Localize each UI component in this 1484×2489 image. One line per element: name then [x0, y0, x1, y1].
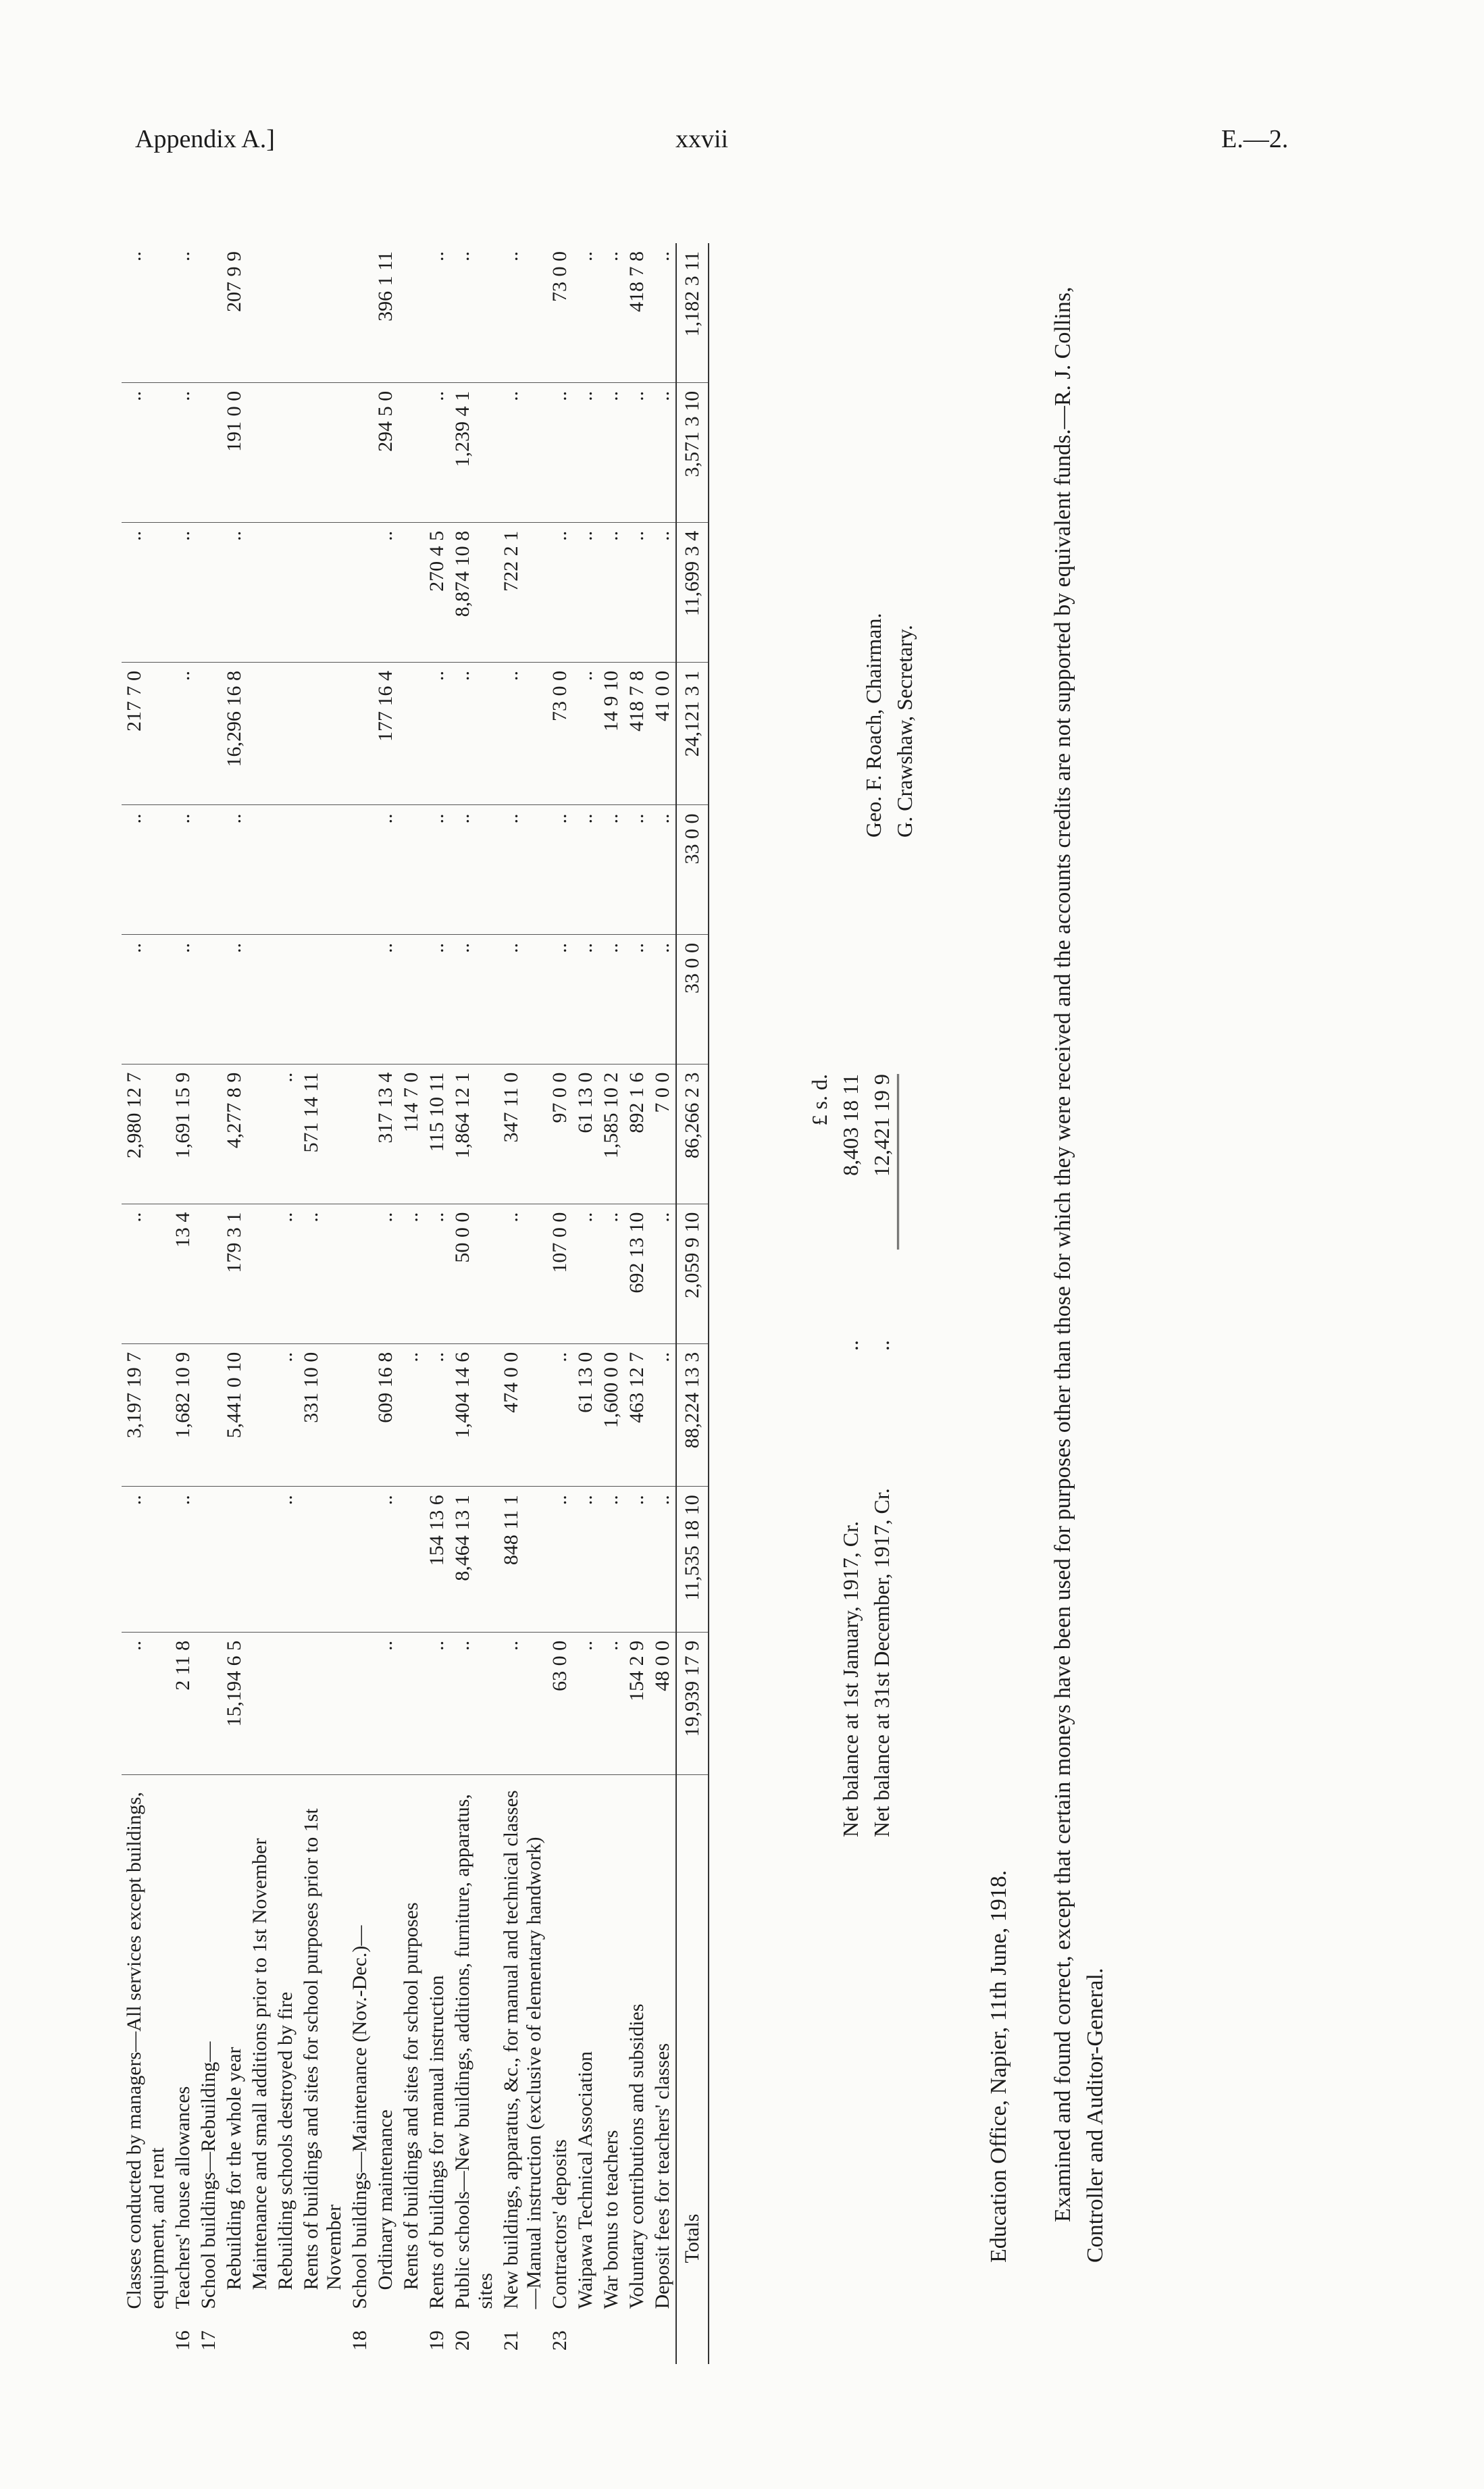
- row-code: 21: [500, 2330, 522, 2351]
- amount-cell: ..: [498, 382, 547, 522]
- amount-cell: [273, 1632, 299, 1775]
- amount-cell: ..: [399, 1343, 424, 1487]
- amount-cell: 892 1 6: [624, 1064, 650, 1204]
- total-cell: 86,266 2 3: [676, 1064, 709, 1204]
- closing-balance-value: 12,421 19 9: [869, 1074, 894, 1177]
- amount-cell: ..: [650, 805, 676, 935]
- amount-cell: ..: [170, 805, 196, 935]
- amount-cell: ..: [598, 1204, 624, 1343]
- row-code: 19: [426, 2330, 448, 2351]
- table-row: [347, 243, 373, 2364]
- amount-cell: [273, 662, 299, 805]
- amount-cell: ..: [624, 935, 650, 1064]
- total-cell: 24,121 3 1: [676, 662, 709, 805]
- amount-cell: 154 2 9: [624, 1632, 650, 1775]
- amount-cell: [399, 1632, 424, 1775]
- amount-cell: [273, 243, 299, 382]
- amount-cell: 571 14 11: [299, 1064, 347, 1204]
- office-dateline: Education Office, Napier, 11th June, 1918.: [986, 1870, 1011, 2263]
- amount-cell: [299, 1487, 347, 1633]
- amount-cell: ..: [122, 243, 170, 382]
- total-cell: 11,699 3 4: [676, 522, 709, 662]
- amount-cell: 2 11 8: [170, 1632, 196, 1775]
- amount-cell: ..: [373, 1204, 399, 1343]
- amount-cell: ..: [222, 805, 247, 935]
- amount-cell: 692 13 10: [624, 1204, 650, 1343]
- amount-cell: [247, 243, 273, 382]
- table-row: [450, 243, 498, 2364]
- amount-cell: ..: [170, 935, 196, 1064]
- row-code: [247, 2317, 273, 2364]
- row-label: Rents of buildings and sites for school purposes: [400, 1902, 422, 2290]
- amount-cell: [347, 1204, 373, 1343]
- amount-cell: ..: [650, 382, 676, 522]
- amount-cell: ..: [598, 522, 624, 662]
- amount-cell: [347, 522, 373, 662]
- amount-cell: ..: [547, 805, 573, 935]
- amount-cell: ..: [122, 935, 170, 1064]
- amount-cell: 3,197 19 7: [122, 1343, 170, 1487]
- amount-cell: ..: [273, 1343, 299, 1487]
- amount-cell: ..: [598, 1487, 624, 1633]
- amount-cell: 418 7 8: [624, 243, 650, 382]
- amount-cell: 1,682 10 9: [170, 1343, 196, 1487]
- audit-note: Examined and found correct, except that certain moneys have been used for purposes other than those for which they were received and the accounts credits are not supported by equivalent funds.—R. J. Collins, Controller and Auditor-General.: [1050, 286, 1108, 2263]
- amount-cell: ..: [598, 935, 624, 1064]
- amount-cell: ..: [573, 1632, 598, 1775]
- amount-cell: ..: [373, 1487, 399, 1633]
- row-label: War bonus to teachers: [600, 2130, 622, 2309]
- amount-cell: [299, 1632, 347, 1775]
- row-label: Voluntary contributions and subsidies: [625, 2003, 648, 2309]
- document-code: E.—2.: [1221, 125, 1289, 153]
- amount-cell: 154 13 6: [424, 1487, 450, 1633]
- amount-cell: ..: [650, 1204, 676, 1343]
- amount-cell: ..: [450, 1632, 498, 1775]
- total-cell: 88,224 13 3: [676, 1343, 709, 1487]
- amount-cell: ..: [424, 805, 450, 935]
- amount-cell: 8,464 13 1: [450, 1487, 498, 1633]
- amount-cell: ..: [273, 1487, 299, 1633]
- total-cell: 19,939 17 9: [676, 1632, 709, 1775]
- table-row: [498, 243, 547, 2364]
- amount-cell: ..: [122, 1487, 170, 1633]
- amount-cell: 1,239 4 1: [450, 382, 498, 522]
- amount-cell: ..: [222, 522, 247, 662]
- amount-cell: ..: [170, 662, 196, 805]
- amount-cell: 609 16 8: [373, 1343, 399, 1487]
- amount-cell: ..: [650, 243, 676, 382]
- amount-cell: [399, 522, 424, 662]
- amount-cell: [347, 1343, 373, 1487]
- amount-cell: [399, 805, 424, 935]
- amount-cell: ..: [373, 935, 399, 1064]
- amount-cell: ..: [650, 1487, 676, 1633]
- row-label: Classes conducted by managers—All services except buildings, equipment, and rent: [123, 1791, 168, 2309]
- amount-cell: [196, 662, 222, 805]
- amount-cell: ..: [573, 805, 598, 935]
- amount-cell: ..: [170, 382, 196, 522]
- table-row: [196, 243, 222, 2364]
- total-cell: 11,535 18 10: [676, 1487, 709, 1633]
- amount-cell: [247, 1487, 273, 1633]
- amount-cell: 41 0 0: [650, 662, 676, 805]
- amount-cell: [273, 935, 299, 1064]
- amount-cell: ..: [373, 1632, 399, 1775]
- amount-cell: [247, 935, 273, 1064]
- amount-cell: ..: [547, 935, 573, 1064]
- opening-balance-value: 8,403 18 11: [838, 1074, 863, 1176]
- amount-cell: 294 5 0: [373, 382, 399, 522]
- row-code: [650, 2317, 676, 2364]
- amount-cell: ..: [122, 805, 170, 935]
- table-row: [222, 243, 247, 2364]
- amount-cell: ..: [424, 1343, 450, 1487]
- amount-cell: 8,874 10 8: [450, 522, 498, 662]
- amount-cell: ..: [624, 382, 650, 522]
- amount-cell: [247, 382, 273, 522]
- closing-balance-label: Net balance at 31st December, 1917, Cr.: [869, 1488, 894, 1837]
- row-code: [598, 2317, 624, 2364]
- amount-cell: ..: [498, 243, 547, 382]
- amount-cell: [399, 1487, 424, 1633]
- total-cell: 33 0 0: [676, 805, 709, 935]
- totals-label: Totals: [676, 1775, 709, 2317]
- amount-cell: 179 3 1: [222, 1204, 247, 1343]
- amount-cell: 2,980 12 7: [122, 1064, 170, 1204]
- row-code: [573, 2317, 598, 2364]
- amount-cell: [196, 243, 222, 382]
- amount-cell: [299, 935, 347, 1064]
- table-row: [247, 243, 273, 2364]
- rotated-page-body: [122, 243, 1331, 2364]
- amount-cell: ..: [598, 1632, 624, 1775]
- row-label: Teachers' house allowances: [172, 2086, 194, 2309]
- amount-cell: [247, 662, 273, 805]
- amount-cell: ..: [273, 1204, 299, 1343]
- amount-cell: ..: [573, 935, 598, 1064]
- row-code: [624, 2317, 650, 2364]
- table-row: [373, 243, 399, 2364]
- table-row: [122, 243, 170, 2364]
- table-row: [170, 243, 196, 2364]
- amount-cell: ..: [273, 1064, 299, 1204]
- row-label: Deposit fees for teachers' classes: [651, 2043, 673, 2309]
- amount-cell: 73 0 0: [547, 243, 573, 382]
- amount-cell: ..: [547, 382, 573, 522]
- amount-cell: 61 13 0: [573, 1343, 598, 1487]
- amount-cell: ..: [498, 662, 547, 805]
- amount-cell: ..: [122, 522, 170, 662]
- amount-cell: [196, 805, 222, 935]
- amount-cell: 16,296 16 8: [222, 662, 247, 805]
- amount-cell: 270 4 5: [424, 522, 450, 662]
- totals-row: [676, 243, 709, 2364]
- currency-units: £ s. d.: [807, 1074, 831, 1126]
- amount-cell: ..: [498, 805, 547, 935]
- amount-cell: ..: [498, 1204, 547, 1343]
- amount-cell: 722 2 1: [498, 522, 547, 662]
- amount-cell: [196, 522, 222, 662]
- amount-cell: 107 0 0: [547, 1204, 573, 1343]
- amount-cell: 13 4: [170, 1204, 196, 1343]
- amount-cell: [399, 382, 424, 522]
- amount-cell: [247, 1204, 273, 1343]
- amount-cell: ..: [624, 1487, 650, 1633]
- amount-cell: 50 0 0: [450, 1204, 498, 1343]
- amount-cell: ..: [498, 935, 547, 1064]
- amount-cell: 14 9 10: [598, 662, 624, 805]
- amount-cell: [247, 1064, 273, 1204]
- amount-cell: ..: [450, 805, 498, 935]
- amount-cell: ..: [624, 805, 650, 935]
- row-label: Rents of buildings and sites for school purposes prior to 1st November: [300, 1808, 345, 2290]
- amount-cell: [347, 805, 373, 935]
- amount-cell: 63 0 0: [547, 1632, 573, 1775]
- row-code: [373, 2317, 399, 2364]
- amount-cell: [273, 522, 299, 662]
- signatories: [858, 613, 920, 838]
- amount-cell: ..: [650, 522, 676, 662]
- amount-cell: 848 11 1: [498, 1487, 547, 1633]
- secretary-signature: G. Crawshaw, Secretary.: [892, 625, 917, 838]
- amount-cell: [299, 522, 347, 662]
- amount-cell: 1,404 14 6: [450, 1343, 498, 1487]
- amount-cell: ..: [424, 935, 450, 1064]
- amount-cell: ..: [222, 935, 247, 1064]
- amount-cell: 1,691 15 9: [170, 1064, 196, 1204]
- row-code: 17: [197, 2330, 220, 2351]
- amount-cell: 4,277 8 9: [222, 1064, 247, 1204]
- amount-cell: ..: [424, 662, 450, 805]
- row-label: Waipawa Technical Association: [574, 2051, 596, 2309]
- amount-cell: ..: [122, 1632, 170, 1775]
- amount-cell: 474 0 0: [498, 1343, 547, 1487]
- row-label: Contractors' deposits: [548, 2139, 571, 2309]
- amount-cell: ..: [170, 522, 196, 662]
- amount-cell: 207 9 9: [222, 243, 247, 382]
- amount-cell: 7 0 0: [650, 1064, 676, 1204]
- amount-cell: [247, 1343, 273, 1487]
- double-rule: [897, 1074, 899, 1250]
- amount-cell: ..: [450, 243, 498, 382]
- amount-cell: ..: [122, 1204, 170, 1343]
- amount-cell: 5,441 0 10: [222, 1343, 247, 1487]
- row-code: [222, 2317, 247, 2364]
- row-label: Public schools—New buildings, additions, furniture, apparatus, sites: [451, 1794, 496, 2309]
- amount-cell: ..: [573, 382, 598, 522]
- amount-cell: ..: [547, 1487, 573, 1633]
- amount-cell: [196, 1204, 222, 1343]
- amount-cell: [299, 243, 347, 382]
- amount-cell: [247, 805, 273, 935]
- amount-cell: [299, 805, 347, 935]
- amount-cell: ..: [547, 522, 573, 662]
- total-cell: 33 0 0: [676, 935, 709, 1064]
- amount-cell: ..: [573, 522, 598, 662]
- amount-cell: ..: [598, 382, 624, 522]
- amount-cell: ..: [573, 243, 598, 382]
- row-label: Maintenance and small additions prior to 1st November: [249, 1838, 271, 2290]
- amount-cell: [222, 1487, 247, 1633]
- amount-cell: [299, 662, 347, 805]
- row-code: 18: [349, 2330, 371, 2351]
- amount-cell: [347, 662, 373, 805]
- amount-cell: ..: [450, 935, 498, 1064]
- amount-cell: ..: [373, 522, 399, 662]
- row-code: 23: [548, 2330, 571, 2351]
- amount-cell: ..: [299, 1204, 347, 1343]
- amount-cell: 115 10 11: [424, 1064, 450, 1204]
- amount-cell: 217 7 0: [122, 662, 170, 805]
- amount-cell: [347, 1064, 373, 1204]
- amount-cell: [347, 1487, 373, 1633]
- row-code: 20: [451, 2330, 474, 2351]
- row-code: [299, 2317, 347, 2364]
- row-label: Ordinary maintenance: [374, 2109, 396, 2290]
- running-header-left: Appendix A.]: [135, 125, 275, 153]
- amount-cell: ..: [424, 1204, 450, 1343]
- amount-cell: ..: [424, 243, 450, 382]
- amount-cell: 177 16 4: [373, 662, 399, 805]
- amount-cell: [399, 243, 424, 382]
- row-label: School buildings—Rebuilding—: [197, 2041, 220, 2309]
- total-cell: 1,182 3 11: [676, 243, 709, 382]
- amount-cell: ..: [547, 1343, 573, 1487]
- table-row: [650, 243, 676, 2364]
- amount-cell: ..: [650, 1343, 676, 1487]
- amount-cell: 418 7 8: [624, 662, 650, 805]
- amount-cell: ..: [424, 382, 450, 522]
- table-row: [399, 243, 424, 2364]
- table-row: [424, 243, 450, 2364]
- row-code: 16: [172, 2330, 194, 2351]
- amount-cell: 48 0 0: [650, 1632, 676, 1775]
- amount-cell: ..: [373, 805, 399, 935]
- page-number: xxvii: [675, 125, 729, 153]
- table-row: [573, 243, 598, 2364]
- amount-cell: ..: [170, 243, 196, 382]
- amount-cell: 15,194 6 5: [222, 1632, 247, 1775]
- table-row: [598, 243, 624, 2364]
- amount-cell: [247, 1632, 273, 1775]
- amount-cell: ..: [624, 522, 650, 662]
- amount-cell: [347, 382, 373, 522]
- amount-cell: 331 10 0: [299, 1343, 347, 1487]
- amount-cell: ..: [498, 1632, 547, 1775]
- amount-cell: 97 0 0: [547, 1064, 573, 1204]
- opening-balance-label: Net balance at 1st January, 1917, Cr.: [838, 1520, 863, 1837]
- accounts-table: [122, 243, 709, 2364]
- amount-cell: 396 1 11: [373, 243, 399, 382]
- chairman-signature: Geo. F. Roach, Chairman.: [861, 613, 886, 838]
- amount-cell: [247, 522, 273, 662]
- amount-cell: 114 7 0: [399, 1064, 424, 1204]
- row-label: Rebuilding schools destroyed by fire: [274, 1991, 297, 2290]
- amount-cell: [273, 805, 299, 935]
- amount-cell: [399, 662, 424, 805]
- amount-cell: 191 0 0: [222, 382, 247, 522]
- amount-cell: [347, 1632, 373, 1775]
- table-row: [624, 243, 650, 2364]
- amount-cell: [347, 935, 373, 1064]
- amount-cell: 347 11 0: [498, 1064, 547, 1204]
- amount-cell: [273, 382, 299, 522]
- amount-cell: [196, 382, 222, 522]
- amount-cell: ..: [170, 1487, 196, 1633]
- amount-cell: 1,585 10 2: [598, 1064, 624, 1204]
- row-label: Rents of buildings for manual instruction: [426, 1975, 448, 2309]
- row-code: [273, 2317, 299, 2364]
- net-balances: £ s. d. Net balance at 1st January, 1917, Cr. .. 8,403 18 11 Net balance at 31st December, 1917, Cr. .. 12,421 19 9: [804, 1074, 899, 1837]
- amount-cell: 73 0 0: [547, 662, 573, 805]
- amount-cell: ..: [424, 1632, 450, 1775]
- total-cell: 3,571 3 10: [676, 382, 709, 522]
- table-row: [299, 243, 347, 2364]
- amount-cell: ..: [399, 1204, 424, 1343]
- amount-cell: [347, 243, 373, 382]
- amount-cell: 1,864 12 1: [450, 1064, 498, 1204]
- amount-cell: ..: [573, 1204, 598, 1343]
- amount-cell: 317 13 4: [373, 1064, 399, 1204]
- amount-cell: ..: [122, 382, 170, 522]
- amount-cell: 61 13 0: [573, 1064, 598, 1204]
- amount-cell: [299, 382, 347, 522]
- table-row: [273, 243, 299, 2364]
- amount-cell: ..: [573, 1487, 598, 1633]
- row-code: [122, 2317, 170, 2364]
- amount-cell: [196, 1632, 222, 1775]
- row-label: Rebuilding for the whole year: [223, 2047, 245, 2290]
- row-label: New buildings, apparatus, &c., for manual and technical classes—Manual instruction (exclusive of elementary handwork): [500, 1790, 545, 2309]
- row-code: [399, 2317, 424, 2364]
- amount-cell: [196, 1064, 222, 1204]
- amount-cell: [399, 935, 424, 1064]
- amount-cell: 463 12 7: [624, 1343, 650, 1487]
- amount-cell: [196, 1487, 222, 1633]
- amount-cell: [196, 1343, 222, 1487]
- amount-cell: ..: [573, 662, 598, 805]
- total-cell: 2,059 9 10: [676, 1204, 709, 1343]
- amount-cell: [196, 935, 222, 1064]
- amount-cell: ..: [598, 243, 624, 382]
- row-label: School buildings—Maintenance (Nov.-Dec.)—: [349, 1925, 371, 2309]
- amount-cell: ..: [598, 805, 624, 935]
- table-row: [547, 243, 573, 2364]
- amount-cell: ..: [450, 662, 498, 805]
- amount-cell: 1,600 0 0: [598, 1343, 624, 1487]
- amount-cell: ..: [650, 935, 676, 1064]
